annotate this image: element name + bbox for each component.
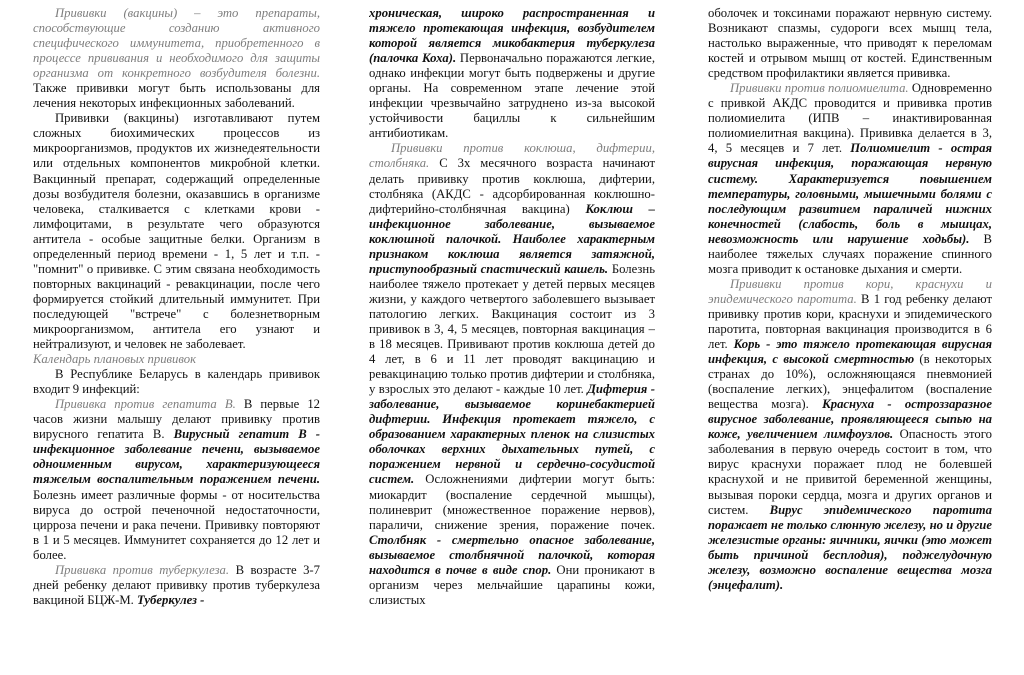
body-text: Они проникают в организм через мельчайшие царапины кожи, слизистых — [369, 562, 655, 607]
topic-lead-text: Прививки против полиомиелита. — [730, 81, 909, 96]
body-text: С 3х месячного возраста начинают делать прививку против коклюша, дифтерии, столбняка (АКДС - адсорбированная коклюшно-дифтерийно-столбнячная вакцина) — [369, 156, 655, 216]
topic-lead-text: Прививки против кори, краснухи и эпидемического паротита. — [708, 276, 992, 306]
paragraph — [33, 397, 320, 563]
body-text: Одновременно с привкой АКДС проводится и прививка против полиомиелита (ИПВ – инактивированная полиомиелитная вакцина). Прививка делается в 3, 4, 5 месяцев и 7 лет. — [708, 81, 992, 156]
body-text: Первоначально поражаются легкие, однако инфекции могут быть подвержены и другие органы. На современном этапе лечение этой инфекции чрезвычайно затруднено из-за высокой устойчивости бациллы к сильнейшим антибиотикам. — [369, 51, 655, 141]
paragraph — [708, 277, 992, 593]
definition-text: Корь - это тяжело протекающая вирусная инфекция, с высокой смертностью — [708, 337, 992, 367]
paragraph — [33, 111, 320, 352]
body-text: В 1 год ребенку делают прививку против кори, краснухи и эпидемического паротита, повторная вакцинация производится в 6 лет. — [708, 291, 992, 352]
column-1 — [33, 6, 320, 674]
definition-text: хроническая, широко распространенная и тяжело протекающая инфекция, возбудителем которой является микобактерия туберкулеза (палочка Коха). — [369, 6, 655, 66]
topic-lead-text: Прививки против коклюша, дифтерии, столбняка. — [369, 141, 655, 171]
paragraph — [708, 81, 992, 277]
section-heading — [33, 352, 320, 367]
paragraph — [33, 367, 320, 397]
paragraph — [708, 6, 992, 81]
body-text: В наиболее тяжелых случаях поражение спинного мозга приводит к остановке дыхания и смерти. — [708, 231, 992, 276]
definition-text: Туберкулез - — [136, 592, 205, 607]
body-text: Осложнениями дифтерии могут быть: миокардит (воспаление сердечной мышцы), полиневрит (множественное поражение нервов), параличи, снижение зрения, поражение почек. — [369, 472, 655, 532]
paragraph — [33, 6, 320, 111]
body-text: Также прививки могут быть использованы для лечения некоторых инфекционных заболеваний. — [33, 81, 320, 111]
body-text: Прививки (вакцины) изготавливают путем сложных биохимических процессов из микроорганизмов, продуктов их жизнедеятельности или отдельных компонентов микробной клетки. Вакцинный препарат, содержащий определенные дозы возбудителя болезни, оказавшись в организме человека, сталкивается с клетками крови - лимфоцитами, в результате чего образуются антитела - особые защитные белки. Организм в определенный период времени - 1, 5 лет и т.п. - "помнит" о прививке. С этим связана необходимость повторных вакцинаций - ревакцинации, после чего формируется стойкий длительный иммунитет. При последующей "встрече" с болезнетворным микроорганизмом, антитела его узнают и нейтрализуют, и человек не заболевает. — [33, 111, 320, 352]
body-text: Болезнь наиболее тяжело протекает у детей первых месяцев жизни, у каждого четвертого заболевшего вызывает патологию легких. Вакцинация состоит из 3 прививок в 3, 4, 5 месяцев, повторная вакцинация – в 18 месяцев. Прививают против коклюша детей до 4 лет, в 6 и 11 лет проводят вакцинацию и ревакцинацию только против дифтерии и столбняка, у взрослых это делают - каждые 10 лет. — [369, 261, 655, 397]
paragraph — [33, 563, 320, 608]
topic-lead-text: Прививки (вакцины) – это препараты, способствующие созданию активного специфического иммунитета, приобретенного в процессе прививания и необходимого для защиты организма от конкретного возбудителя болезни. — [33, 6, 320, 81]
body-text: В возрасте 3-7 дней ребенку делают прививку против туберкулеза вакциной БЦЖ-М. — [33, 562, 320, 607]
body-text: В первые 12 часов жизни малышу делают прививку против вирусного гепатита В. — [33, 397, 320, 442]
column-3 — [708, 6, 992, 674]
column-2 — [369, 6, 655, 674]
paragraph — [369, 141, 655, 607]
definition-text: Коклюш – инфекционное заболевание, вызываемое коклюшной палочкой. Наиболее характерным признаком коклюша является затяжной, приступообразный спастический кашель. — [369, 201, 655, 276]
body-text: оболочек и токсинами поражают нервную систему. Возникают спазмы, судороги всех мышц тела, настолько выраженные, что приводят к переломам костей и отрывом мышц от костей. Единственным средством профилактики является прививка. — [708, 6, 992, 81]
topic-lead-text: Календарь плановых прививок — [33, 352, 197, 367]
body-text: (в некоторых странах до 10%), осложняющаяся пневмонией (воспаление легких), энцефалитом (воспаление вещества мозга). — [708, 352, 992, 412]
definition-text: Краснуха - остроззаразное вирусное заболевание, проявляющееся сыпью на коже, увеличением лимфоузлов. — [708, 397, 992, 442]
definition-text: Полиомиелит - острая вирусная инфекция, поражающая нервную систему. Характеризуется повышением температуры, головными, мышечными болями с последующим развитием параличей нижних конечностей (слабость, боль в мышцах, невозможность или нарушение ходьбы). — [708, 141, 992, 246]
topic-lead-text: Прививка против туберкулеза. — [55, 562, 230, 577]
topic-lead-text: Прививка против гепатита В. — [55, 397, 236, 412]
body-text: В Республике Беларусь в календарь прививок входит 9 инфекций: — [33, 367, 320, 397]
definition-text: Дифтерия - заболевание, вызываемое коринебактерией дифтерии. Инфекция протекает тяжело, с образованием характерных пленок на слизистых оболочках верхних дыхательных путей, с поражением нервной и сердечно-сосудистой систем. — [369, 382, 655, 487]
body-text: Опасность этого заболевания в первую очередь состоит в том, что вирус краснухи поражает плод не болевшей краснухой и не привитой беременной женщины, вызывая пороки сердца, мозга и других органов и систем. — [708, 427, 992, 517]
definition-text: Столбняк - смертельно опасное заболевание, вызываемое столбнячной палочкой, которая находится в почве в виде спор. — [369, 532, 655, 577]
definition-text: Вирусный гепатит В - инфекционное заболевание печени, вызываемое одноименным вирусом, характеризующееся тяжелым воспалительным поражением печени. — [33, 427, 320, 487]
definition-text: Вирус эпидемического паротита поражает не только слюнную железу, но и другие железистые органы: яичники, яички (это может быть причиной бесплодия), поджелудочную железу, возможно воспаление вещества мозга (энцефалит). — [708, 502, 992, 592]
paragraph — [369, 6, 655, 141]
body-text: Болезнь имеет различные формы - от носительства вируса до острой печеночной недостаточности, цирроза печени и рака печени. Прививку повторяют в 1 и 5 месяцев. Иммунитет сохраняется до 12 лет и более. — [33, 487, 320, 562]
